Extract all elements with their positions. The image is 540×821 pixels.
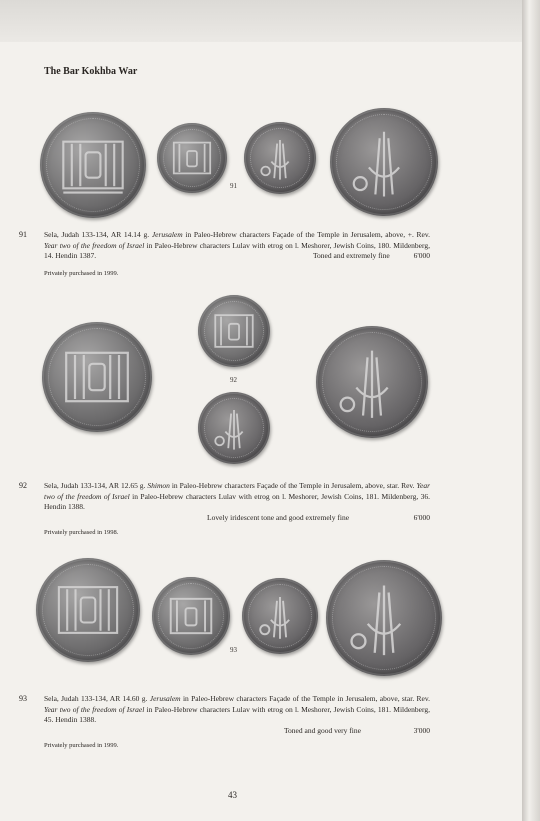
lulav-etrog-icon bbox=[242, 578, 318, 654]
temple-facade-icon bbox=[157, 123, 227, 193]
coin-93-reverse-small bbox=[242, 578, 318, 654]
grade: Lovely iridescent tone and good extremely fine bbox=[207, 513, 350, 522]
temple-facade-icon bbox=[152, 577, 230, 655]
coin-92-reverse-small bbox=[198, 392, 270, 464]
coin-91-obverse-large bbox=[40, 112, 146, 218]
section-title: The Bar Kokhba War bbox=[44, 66, 138, 77]
price: 6'000 bbox=[413, 513, 430, 522]
coin-93-reverse-large bbox=[326, 560, 442, 676]
provenance: Privately purchased in 1999. bbox=[44, 270, 119, 277]
coin-92-obverse-small bbox=[198, 295, 270, 367]
grade: Toned and extremely fine bbox=[313, 251, 390, 260]
coin-91-reverse-large bbox=[330, 108, 438, 216]
lulav-etrog-icon bbox=[244, 122, 316, 194]
temple-facade-icon bbox=[36, 558, 140, 662]
lot-description: Sela, Judah 133-134, AR 14.60 g. Jerusalem in Paleo-Hebrew characters Façade of the Temple in Jerusalem, above, star. Rev. Year two of the freedom of Israel in Paleo-Hebrew characters Lulav with etrog on l. Meshorer, Jewish Coins, 181. Mildenberg, 45. Hendin 1388. bbox=[44, 694, 431, 724]
lot-number: 92 bbox=[19, 481, 27, 490]
grade: Toned and good very fine bbox=[284, 726, 361, 735]
temple-facade-icon bbox=[40, 112, 146, 218]
coin-92-reverse-large bbox=[316, 326, 428, 438]
lulav-etrog-icon bbox=[198, 392, 270, 464]
lot-description: Sela, Judah 133-134, AR 12.65 g. Shimon in Paleo-Hebrew characters Façade of the Temple in Jerusalem, above, star. Rev. Year two of the freedom of Israel in Paleo-Hebrew characters Lulav with etrog on l. Meshorer, Jewish Coins, 181. Mildenberg, 36. Hendin 1388. bbox=[44, 481, 431, 511]
coin-93-obverse-large bbox=[36, 558, 140, 662]
lot-number: 93 bbox=[19, 694, 27, 703]
provenance: Privately purchased in 1998. bbox=[44, 529, 119, 536]
coin-93-obverse-small bbox=[152, 577, 230, 655]
price: 6'000 bbox=[413, 251, 430, 260]
temple-facade-icon bbox=[42, 322, 152, 432]
coin-92-obverse-large bbox=[42, 322, 152, 432]
page-number: 43 bbox=[228, 790, 237, 800]
provenance: Privately purchased in 1999. bbox=[44, 742, 119, 749]
plate-number-93: 93 bbox=[230, 646, 237, 654]
lulav-etrog-icon bbox=[316, 326, 428, 438]
page-edge bbox=[522, 0, 540, 821]
temple-facade-icon bbox=[198, 295, 270, 367]
plate-number-91: 91 bbox=[230, 182, 237, 190]
lulav-etrog-icon bbox=[330, 108, 438, 216]
plate-number-92: 92 bbox=[230, 376, 237, 384]
coin-91-reverse-small bbox=[244, 122, 316, 194]
lulav-etrog-icon bbox=[326, 560, 442, 676]
lot-number: 91 bbox=[19, 230, 27, 239]
top-band bbox=[0, 0, 528, 42]
lot-description: Sela, Judah 133-134, AR 14.14 g. Jerusalem in Paleo-Hebrew characters Façade of the Temple in Jerusalem, above, +. Rev. Year two of the freedom of Israel in Paleo-Hebrew characters Lulav with etrog on l. Meshorer, Jewish Coins, 180. Mildenberg, 14. Hendin 1387. bbox=[44, 230, 431, 260]
coin-91-obverse-small bbox=[157, 123, 227, 193]
price: 3'000 bbox=[413, 726, 430, 735]
